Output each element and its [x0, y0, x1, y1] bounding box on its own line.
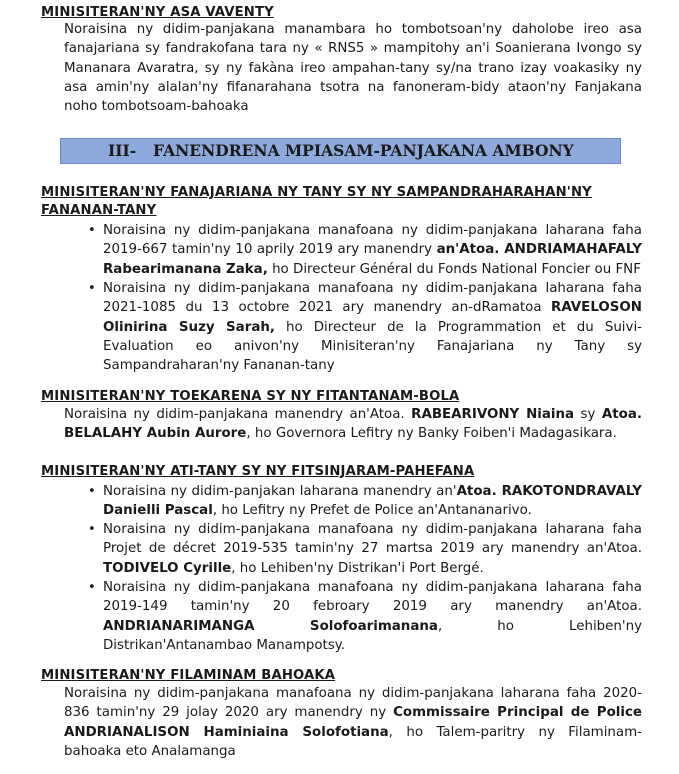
- paragraph-filaminam-bahoaka: [64, 684, 642, 761]
- banner-title: FANENDRENA MPIASAM-PANJAKANA AMBONY: [153, 141, 574, 160]
- list-item-text: Noraisina ny didim-panjakana manafoana ny didim-panjakana laharana faha Projet de décret 2019-535 tamin'ny 27 martsa 2019 ary manendry an'Atoa.: [103, 522, 642, 557]
- section-banner: [60, 138, 621, 164]
- list-item-text: , ho Lefitry ny Prefet de Police an'Antananarivo.: [212, 503, 532, 519]
- banner-number: III-: [108, 141, 137, 160]
- section-heading-asa-vaventy: MINISITERAN'NY ASA VAVENTY: [41, 5, 274, 20]
- list-item-rakotondravaly: [103, 482, 642, 521]
- list-item-text: ho Directeur de la Programmation et du Suivi-Evaluation eo anivon'ny Minisiteran'ny Fanajariana ny Tany sy Sampandraharan'ny Fananan-tany: [103, 319, 642, 374]
- list-item-andrianarimanga: [103, 578, 642, 655]
- list-item-todivelo: [103, 520, 642, 578]
- section-heading-toekarena: MINISITERAN'NY TOEKARENA SY NY FITANTANAM-BOLA: [41, 389, 460, 404]
- bullet-icon: •: [88, 484, 96, 499]
- list-item-text: Noraisina ny didim-panjakana manafoana ny didim-panjakana laharana faha 2019-149 tamin'ny 20 febroary 2019 ary manendry an'Atoa.: [103, 580, 642, 615]
- person-name: RAVELOSON Olinirina Suzy Sarah,: [103, 300, 642, 335]
- paragraph-text: , ho Talem-paritry ny Filaminam-bahoaka eto Analamanga: [64, 724, 643, 759]
- section-heading-fanajariana-line1: MINISITERAN'NY FANAJARIANA NY TANY SY NY SAMPANDRAHARAHAN'NY: [41, 185, 592, 200]
- paragraph-text: , ho Governora Lefitry ny Banky Foiben'i Madagasikara.: [246, 426, 617, 442]
- person-name: Commissaire Principal de Police ANDRIANALISON Haminiaina Solofotiana: [64, 705, 643, 740]
- paragraph-text: Noraisina ny didim-panjakana manafoana ny didim-panjakana laharana faha 2020-836 tamin'ny 29 jolay 2020 ary manendry ny: [64, 686, 642, 721]
- paragraph-toekarena: [64, 405, 642, 444]
- section-heading-fanajariana-line2: FANANAN-TANY: [41, 203, 157, 218]
- list-item-text: , ho Lehiben'ny Distrikan'Antanambao Manampotsy.: [103, 618, 643, 653]
- list-item-text: Noraisina ny didim-panjakana manafoana ny didim-panjakana laharana faha 2019-667 tamin'ny 10 aprily 2019 ary manendry: [103, 223, 642, 258]
- bullet-icon: •: [88, 580, 96, 595]
- person-name: Atoa. RAKOTONDRAVALY Danielli Pascal: [103, 484, 642, 519]
- person-name: RABEARIVONY Niaina: [411, 407, 575, 422]
- list-item-andriamahafaly: [103, 221, 642, 279]
- person-name: Atoa. BELALAHY Aubin Aurore: [64, 407, 642, 442]
- paragraph-asa-vaventy: Noraisina ny didim-panjakana manambara ho tombotsoan'ny daholobe ireo asa fanajariana sy fandrakofana tara ny « RNS5 » mampitohy an'i Soanierana Ivongo sy Mananara Avaratra, sy ny fakàna ireo ampahan-tany sy/na trano izay voakasiky ny asa amin'ny alalan'ny fifanarahana tsotra na fanoneram-bidy ataon'ny Fanjakana noho tombotsoam-bahoaka: [64, 22, 642, 115]
- section-heading-ati-tany: MINISITERAN'NY ATI-TANY SY NY FITSINJARAM-PAHEFANA: [41, 464, 475, 479]
- list-item-text: Noraisina ny didim-panjakana manafoana ny didim-panjakana laharana faha 2021-1085 du 13 octobre 2021 ary manendry an-dRamatoa: [103, 281, 642, 316]
- list-item-text: Noraisina ny didim-panjakan laharana manendry an': [103, 484, 457, 499]
- bullet-icon: •: [88, 223, 96, 238]
- person-name: TODIVELO Cyrille: [103, 560, 232, 576]
- list-item-text: ho Directeur Général du Fonds National Foncier ou FNF: [267, 261, 641, 277]
- bullet-icon: •: [88, 522, 96, 537]
- list-item-text: , ho Lehiben'ny Distrikan'i Port Bergé.: [231, 560, 484, 576]
- paragraph-text: sy: [574, 407, 602, 422]
- list-item-raveloson: [103, 279, 642, 375]
- paragraph-text: Noraisina ny didim-panjakana manendry an'Atoa.: [64, 407, 412, 422]
- section-heading-filaminam-bahoaka: MINISITERAN'NY FILAMINAM BAHOAKA: [41, 668, 336, 683]
- bullet-icon: •: [88, 281, 96, 296]
- person-name: ANDRIANARIMANGA Solofoarimanana: [103, 618, 438, 634]
- person-name: an'Atoa. ANDRIAMAHAFALY Rabearimanana Zaka,: [103, 242, 642, 277]
